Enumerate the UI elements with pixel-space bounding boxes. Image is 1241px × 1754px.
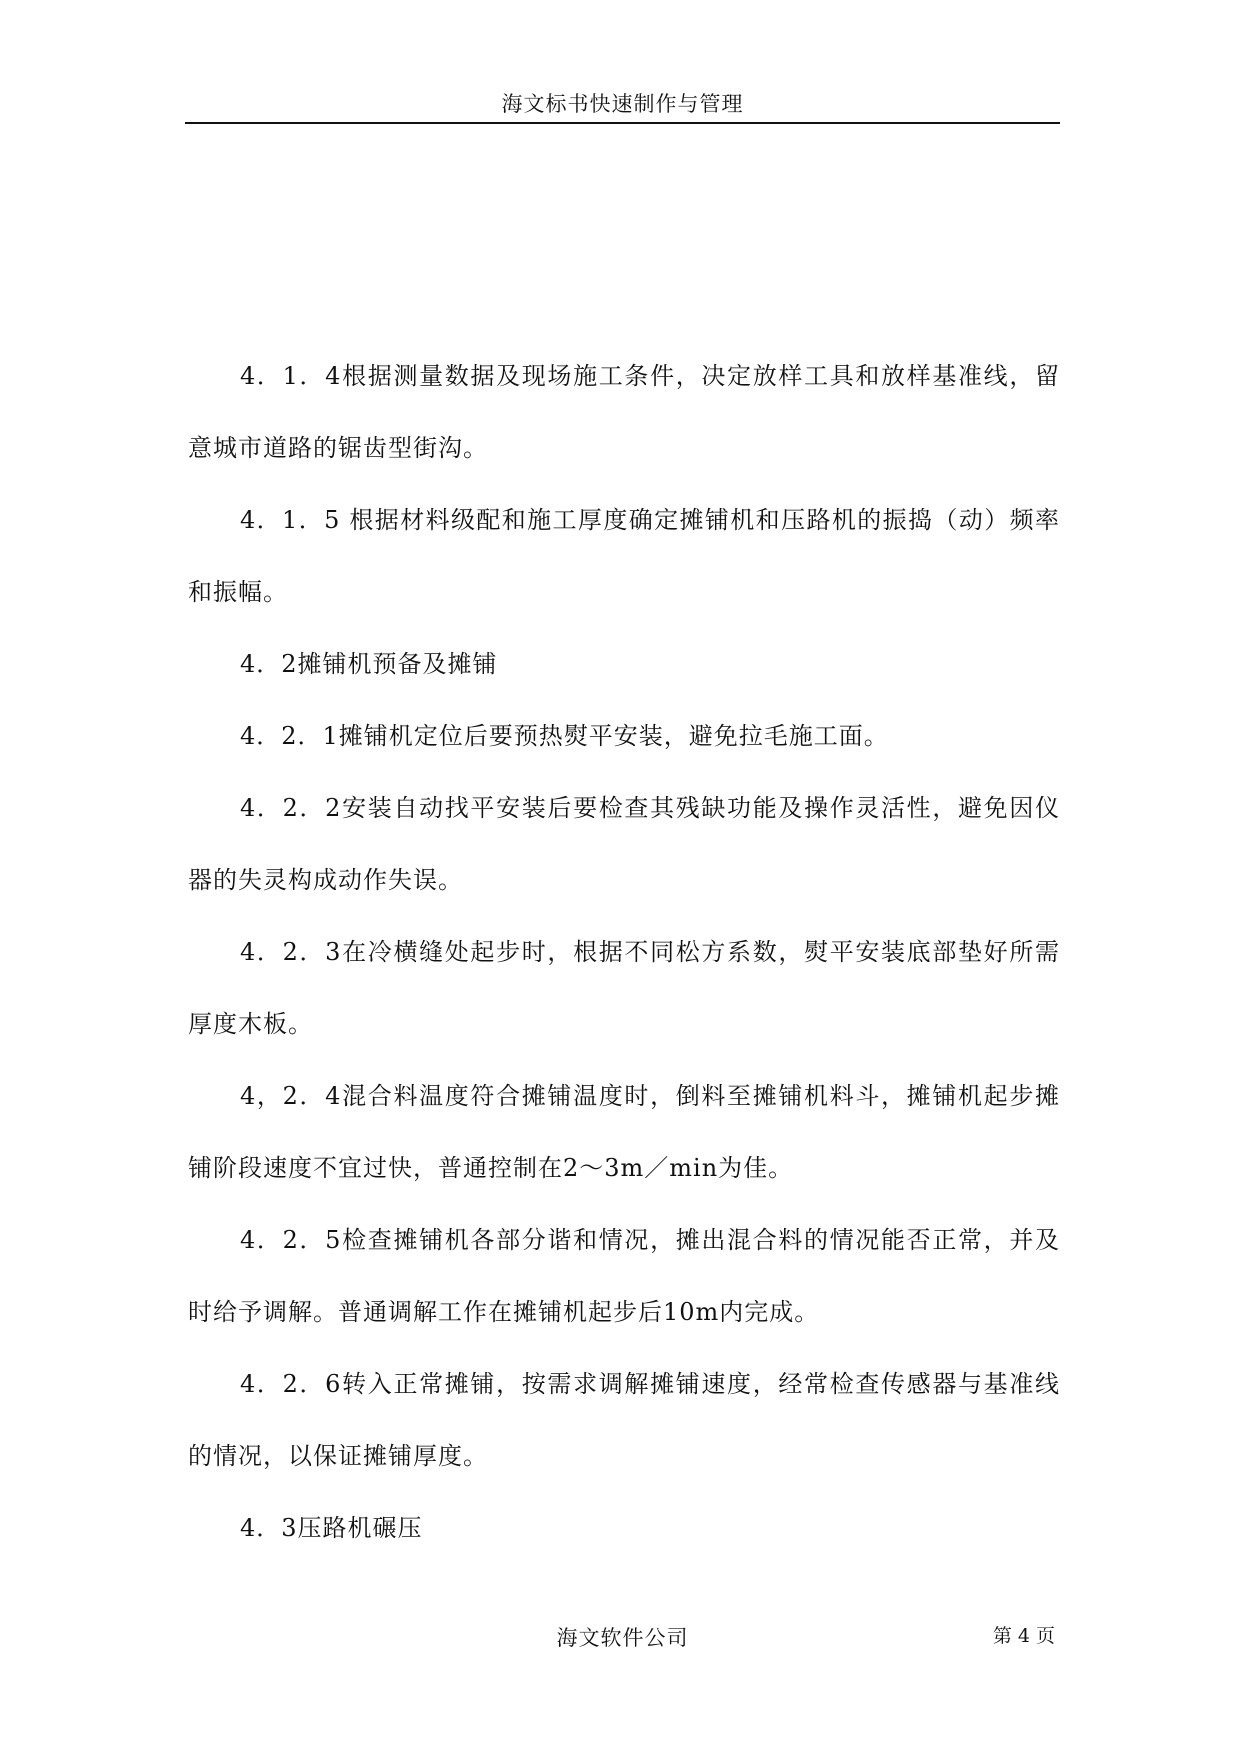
paragraph-4-2-6: 4．2．6转入正常摊铺，按需求调解摊铺速度，经常检查传感器与基准线的情况，以保证摊铺厚度。 (188, 1370, 1060, 1470)
section-heading-4-2: 4．2摊铺机预备及摊铺 (240, 650, 498, 678)
page-footer (185, 1620, 1060, 1656)
paragraph-4-2-5: 4．2．5检查摊铺机各部分谐和情况，摊出混合料的情况能否正常，并及时给予调解。普通调解工作在摊铺机起步后10m内完成。 (188, 1226, 1060, 1326)
header-title: 海文标书快速制作与管理 (501, 92, 744, 116)
document-body (188, 340, 1060, 1564)
section-heading-4-3: 4．3压路机碾压 (240, 1514, 423, 1542)
paragraph-4-2-1: 4．2．1摊铺机定位后要预热熨平安装，避免拉毛施工面。 (240, 722, 889, 750)
paragraph-4-1-5: 4．1．5 根据材料级配和施工厚度确定摊铺机和压路机的振捣（动）频率和振幅。 (188, 506, 1060, 606)
page-header (185, 86, 1060, 124)
paragraph-4-2-4: 4，2．4混合料温度符合摊铺温度时，倒料至摊铺机料斗，摊铺机起步摊铺阶段速度不宜过快，普通控制在2～3m／min为佳。 (188, 1082, 1060, 1182)
paragraph-4-2-3: 4．2．3在冷横缝处起步时，根据不同松方系数，熨平安装底部垫好所需厚度木板。 (188, 938, 1060, 1038)
footer-company: 海文软件公司 (556, 1626, 689, 1650)
page-number: 第 4 页 (992, 1625, 1055, 1647)
paragraph-4-1-4: 4．1．4根据测量数据及现场施工条件，决定放样工具和放样基准线，留意城市道路的锯齿型街沟。 (188, 362, 1060, 462)
paragraph-4-2-2: 4．2．2安装自动找平安装后要检查其残缺功能及操作灵活性，避免因仪器的失灵构成动作失误。 (188, 794, 1060, 894)
